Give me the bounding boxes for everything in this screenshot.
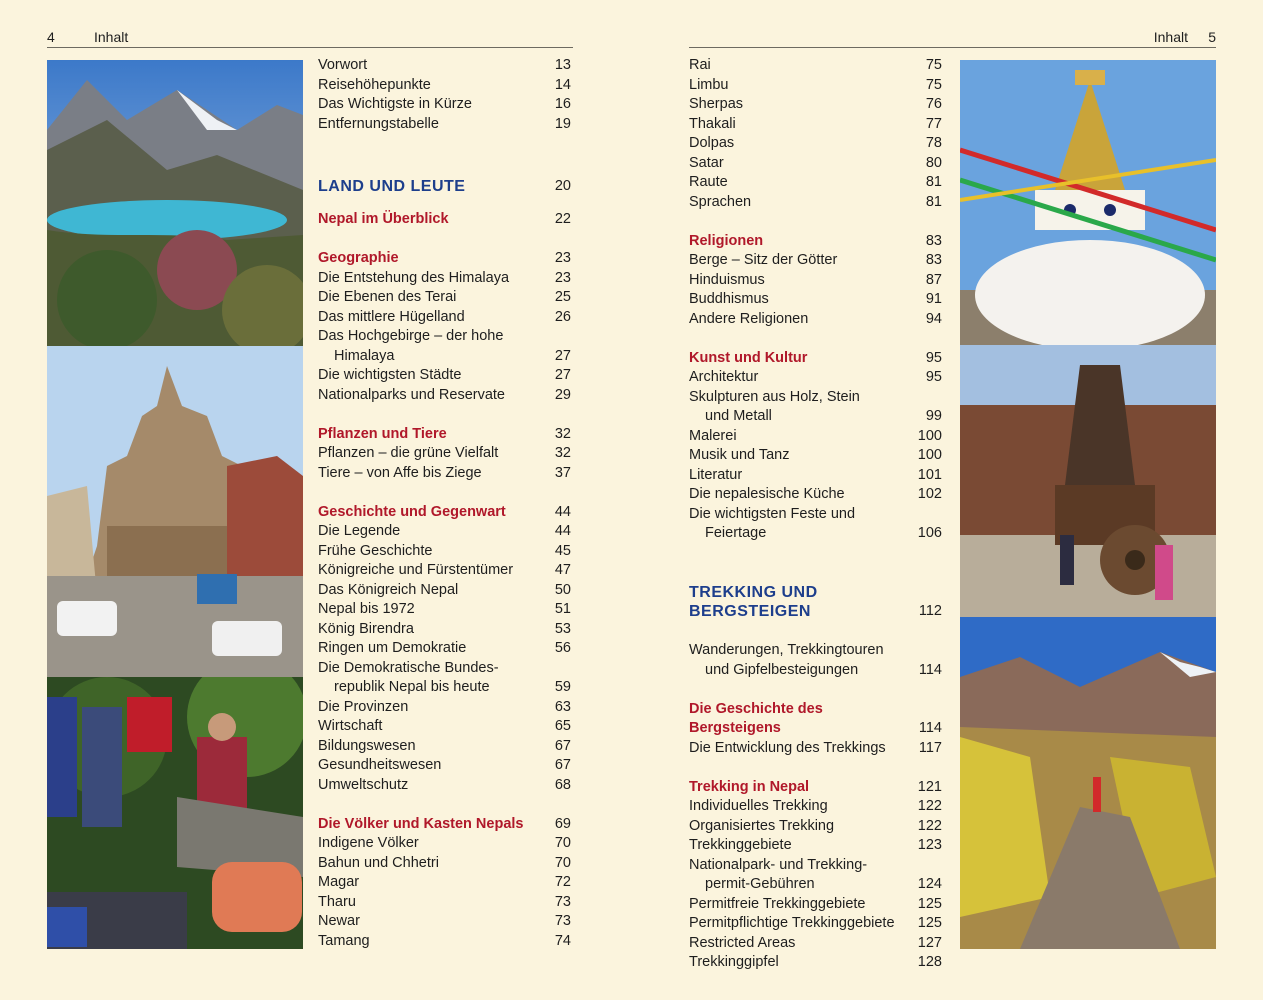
toc-entry-title: Sherpas	[689, 96, 744, 112]
toc-entry-page: 123	[917, 837, 942, 853]
toc-entry[interactable]	[689, 505, 942, 525]
toc-entry-page: 70	[554, 835, 571, 851]
toc-entry-page: 125	[917, 915, 942, 931]
toc-entry-title: Trekkinggebiete	[689, 837, 792, 853]
toc-entry-title: Individuelles Trekking	[689, 798, 828, 814]
left-page-header	[47, 29, 573, 47]
toc-entry-title: Nationalparks und Reservate	[318, 386, 505, 403]
toc-entry-title: Magar	[318, 874, 360, 890]
right-page-header	[689, 29, 1216, 47]
toc-entry[interactable]	[689, 115, 942, 135]
toc-section-heading[interactable]	[318, 249, 571, 269]
toc-part-title: TREKKING UND	[689, 583, 818, 601]
toc-entry[interactable]	[689, 368, 942, 388]
toc-entry-title: Musik und Tanz	[689, 447, 790, 463]
toc-entry[interactable]	[318, 308, 571, 328]
toc-entry-page: 117	[918, 739, 942, 756]
toc-entry[interactable]	[689, 895, 942, 915]
toc-part-heading[interactable]	[689, 583, 942, 603]
toc-section-heading[interactable]	[689, 700, 942, 739]
toc-entry[interactable]	[318, 581, 571, 601]
toc-entry[interactable]	[689, 739, 942, 759]
toc-entry-title: Das Hochgebirge – der hohe	[318, 328, 504, 344]
toc-entry[interactable]	[689, 914, 942, 934]
toc-entry[interactable]	[689, 641, 942, 661]
toc-entry[interactable]	[689, 953, 942, 973]
toc-entry-title: Vorwort	[318, 57, 368, 73]
toc-section-heading[interactable]	[318, 425, 571, 445]
toc-entry[interactable]	[318, 932, 571, 952]
right-toc	[689, 56, 942, 973]
toc-entry-page: 50	[554, 581, 571, 598]
toc-entry-page: 78	[925, 135, 942, 151]
toc-entry-title: Reisehöhepunkte	[318, 76, 431, 93]
toc-entry[interactable]	[689, 271, 942, 291]
toc-entry-page: 95	[925, 369, 942, 385]
toc-section-title: Kunst und Kultur	[689, 349, 808, 366]
toc-entry-title: Andere Religionen	[689, 310, 809, 327]
toc-entry-title: Pflanzen – die grüne Vielfalt	[318, 445, 499, 461]
toc-entry-page: 53	[554, 620, 571, 637]
photo-mountain-lake	[47, 60, 303, 346]
toc-entry-page: 67	[554, 757, 571, 773]
toc-entry-continuation[interactable]	[689, 875, 942, 895]
toc-entry-page: 76	[925, 96, 942, 112]
toc-entry[interactable]	[318, 522, 571, 542]
toc-entry[interactable]	[318, 717, 571, 737]
toc-entry[interactable]	[689, 56, 942, 76]
toc-entry-title: Die Ebenen des Terai	[318, 289, 457, 305]
left-page-title: Inhalt	[94, 29, 129, 45]
toc-entry[interactable]	[689, 251, 942, 271]
toc-entry-page: 44	[554, 503, 571, 520]
toc-entry-title: Permitfreie Trekkinggebiete	[689, 895, 866, 912]
left-page-number: 4	[47, 29, 55, 45]
toc-entry-page: 75	[925, 57, 942, 73]
toc-entry-title: Das Wichtigste in Kürze	[318, 96, 472, 112]
toc-entry[interactable]	[689, 290, 942, 310]
toc-entry-title: Trekkinggipfel	[689, 954, 779, 970]
toc-entry-title: Nepal bis 1972	[318, 601, 415, 617]
toc-entry-page: 20	[554, 177, 571, 194]
toc-part-title: LAND UND LEUTE	[318, 177, 466, 195]
toc-entry[interactable]	[318, 659, 571, 679]
toc-entry-title: König Birendra	[318, 620, 414, 637]
toc-entry-title: Die wichtigsten Feste und	[689, 505, 856, 522]
toc-entry-title: Die Legende	[318, 523, 401, 539]
toc-entry[interactable]	[318, 327, 571, 347]
left-toc	[318, 56, 571, 951]
toc-entry-title: Architektur	[689, 369, 759, 385]
toc-entry-page: 94	[925, 310, 942, 327]
toc-entry[interactable]	[318, 698, 571, 718]
toc-entry[interactable]	[689, 388, 942, 408]
toc-entry-title: Tharu	[318, 893, 356, 910]
toc-entry[interactable]	[689, 76, 942, 96]
toc-entry[interactable]	[318, 95, 571, 115]
photo-eroded-cliffs	[960, 617, 1216, 949]
toc-entry-page: 77	[925, 115, 942, 132]
toc-entry[interactable]	[689, 797, 942, 817]
photo-temple-square	[47, 346, 303, 677]
toc-entry-title: Das Königreich Nepal	[318, 581, 459, 598]
photo-village-woman	[47, 677, 303, 949]
toc-entry[interactable]	[689, 193, 942, 213]
toc-entry[interactable]	[318, 873, 571, 893]
toc-entry-page: 91	[925, 291, 942, 307]
toc-entry-page: 124	[917, 876, 942, 892]
toc-entry[interactable]	[689, 173, 942, 193]
toc-entry-title: Die Provinzen	[318, 698, 409, 715]
toc-entry-title: Buddhismus	[689, 291, 769, 307]
toc-entry-page: 25	[554, 289, 571, 305]
toc-entry-page: 99	[925, 408, 942, 424]
toc-entry-title: Königreiche und Fürstentümer	[318, 562, 514, 578]
toc-entry-title: Himalaya	[334, 347, 395, 364]
right-header-rule	[689, 47, 1216, 48]
toc-entry[interactable]	[318, 776, 571, 796]
toc-entry[interactable]	[689, 134, 942, 154]
toc-entry-title: Indigene Völker	[318, 835, 419, 851]
toc-entry[interactable]	[318, 366, 571, 386]
toc-section-heading[interactable]	[689, 232, 942, 252]
toc-entry-page: 14	[554, 76, 571, 93]
toc-entry-title: Sprachen	[689, 193, 752, 210]
toc-entry[interactable]	[689, 934, 942, 954]
toc-entry-page: 80	[925, 154, 942, 171]
toc-entry-page: 95	[925, 349, 942, 366]
toc-part-heading[interactable]	[689, 602, 942, 622]
toc-entry-page: 56	[554, 640, 571, 656]
toc-entry-title: Tiere – von Affe bis Ziege	[318, 464, 482, 481]
toc-entry-title: Das mittlere Hügelland	[318, 308, 465, 325]
toc-entry-title: Ringen um Demokratie	[318, 640, 467, 656]
toc-entry-title: Feiertage	[705, 525, 767, 541]
toc-entry[interactable]	[689, 836, 942, 856]
toc-entry[interactable]	[318, 386, 571, 406]
toc-entry-title: Bildungswesen	[318, 737, 416, 754]
toc-entry-page: 81	[925, 174, 942, 190]
toc-entry-title: Dolpas	[689, 135, 735, 151]
toc-entry[interactable]	[318, 56, 571, 76]
toc-section-title: Nepal im Überblick	[318, 211, 449, 227]
toc-entry-title: Raute	[689, 174, 728, 190]
toc-entry-page: 32	[554, 425, 571, 442]
right-page-title: Inhalt	[1153, 29, 1188, 45]
toc-entry-page: 83	[925, 252, 942, 268]
toc-entry-title: Gesundheitswesen	[318, 757, 442, 773]
toc-entry-page: 114	[918, 720, 942, 736]
toc-entry-page: 27	[554, 367, 571, 383]
toc-entry-page: 65	[554, 718, 571, 734]
toc-entry-title: Die Entwicklung des Trekkings	[689, 739, 886, 756]
toc-entry-title: Tamang	[318, 932, 370, 949]
toc-entry[interactable]	[689, 446, 942, 466]
toc-entry[interactable]	[318, 561, 571, 581]
toc-entry-title: Die nepalesische Küche	[689, 486, 845, 502]
toc-section-title: Die Völker und Kasten Nepals	[318, 815, 524, 832]
toc-entry-page: 75	[925, 76, 942, 93]
toc-entry-page: 100	[917, 427, 942, 444]
toc-entry-title: permit-Gebühren	[705, 876, 815, 892]
toc-entry-page: 101	[917, 466, 942, 483]
toc-section-title: Die Geschichte des Bergsteigens	[689, 700, 823, 736]
toc-entry-page: 122	[917, 798, 942, 814]
toc-entry[interactable]	[689, 427, 942, 447]
toc-entry-page: 70	[554, 854, 571, 871]
toc-entry-page: 45	[554, 542, 571, 559]
toc-entry-page: 112	[918, 603, 942, 619]
right-page-number: 5	[1208, 29, 1216, 45]
toc-entry[interactable]	[318, 912, 571, 932]
toc-entry-page: 27	[554, 347, 571, 364]
photo-chariot	[960, 345, 1216, 617]
toc-entry-page: 87	[925, 271, 942, 288]
toc-entry-title: Nationalpark- und Trekking-	[689, 856, 868, 873]
toc-entry-continuation[interactable]	[689, 661, 942, 681]
toc-entry[interactable]	[318, 756, 571, 776]
toc-part-title: BERGSTEIGEN	[689, 603, 811, 620]
toc-section-title: Trekking in Nepal	[689, 778, 810, 795]
toc-section-title: Geographie	[318, 250, 399, 266]
toc-entry[interactable]	[318, 115, 571, 135]
toc-entry[interactable]	[318, 288, 571, 308]
toc-entry-page: 29	[554, 386, 571, 403]
toc-entry-title: Die wichtigsten Städte	[318, 367, 462, 383]
toc-entry-title: Berge – Sitz der Götter	[689, 252, 838, 268]
toc-entry-title: Hinduismus	[689, 271, 765, 288]
toc-entry[interactable]	[318, 76, 571, 96]
toc-entry-title: Skulpturen aus Holz, Stein	[689, 388, 860, 405]
toc-entry-page: 47	[554, 562, 571, 578]
toc-entry[interactable]	[318, 639, 571, 659]
toc-entry-page: 37	[554, 464, 571, 481]
toc-entry-title: Rai	[689, 57, 711, 73]
toc-section-heading[interactable]	[689, 778, 942, 798]
toc-entry-page: 72	[554, 874, 571, 890]
toc-entry-page: 59	[554, 679, 571, 695]
toc-section-heading[interactable]	[318, 503, 571, 523]
toc-section-heading[interactable]	[689, 349, 942, 369]
toc-entry-page: 81	[925, 193, 942, 210]
toc-section-heading[interactable]	[318, 815, 571, 835]
toc-section-title: Pflanzen und Tiere	[318, 425, 447, 442]
toc-entry-page: 22	[554, 211, 571, 227]
toc-entry-title: Literatur	[689, 466, 743, 483]
toc-entry-page: 83	[925, 232, 942, 249]
toc-entry-page: 51	[554, 601, 571, 617]
toc-entry-title: Entfernungstabelle	[318, 115, 439, 132]
toc-entry[interactable]	[318, 444, 571, 464]
toc-entry-page: 67	[554, 737, 571, 754]
toc-entry[interactable]	[318, 854, 571, 874]
toc-entry-page: 122	[917, 817, 942, 834]
toc-entry-page: 69	[554, 815, 571, 832]
toc-entry[interactable]	[318, 464, 571, 484]
toc-entry-page: 32	[554, 445, 571, 461]
toc-entry-page: 128	[917, 954, 942, 970]
toc-entry[interactable]	[689, 856, 942, 876]
toc-entry-page: 121	[917, 778, 942, 795]
toc-entry-title: Malerei	[689, 427, 737, 444]
toc-entry-title: Frühe Geschichte	[318, 542, 433, 559]
toc-entry-continuation[interactable]	[318, 347, 571, 367]
toc-entry-title: Restricted Areas	[689, 934, 796, 951]
toc-entry-page: 114	[918, 661, 942, 678]
toc-entry-title: Wanderungen, Trekkingtouren	[689, 642, 884, 658]
toc-entry[interactable]	[318, 600, 571, 620]
toc-entry-page: 73	[554, 913, 571, 929]
toc-entry[interactable]	[318, 620, 571, 640]
toc-section-title: Religionen	[689, 232, 764, 249]
toc-section-heading[interactable]	[318, 210, 571, 230]
toc-entry[interactable]	[689, 466, 942, 486]
toc-entry[interactable]	[689, 310, 942, 330]
toc-entry-continuation[interactable]	[318, 678, 571, 698]
toc-entry-title: Bahun und Chhetri	[318, 854, 439, 871]
toc-entry-title: Organisiertes Trekking	[689, 817, 835, 834]
toc-entry[interactable]	[318, 737, 571, 757]
toc-entry-continuation[interactable]	[689, 524, 942, 544]
toc-entry-title: Umweltschutz	[318, 776, 409, 793]
toc-entry[interactable]	[318, 893, 571, 913]
toc-entry-page: 23	[554, 269, 571, 286]
toc-part-heading[interactable]	[318, 173, 571, 196]
toc-entry-page: 63	[554, 698, 571, 715]
toc-entry[interactable]	[318, 834, 571, 854]
toc-entry-title: und Gipfelbesteigungen	[705, 661, 859, 678]
toc-entry-title: Wirtschaft	[318, 718, 383, 734]
toc-section-title: Geschichte und Gegenwart	[318, 503, 506, 520]
toc-entry-page: 100	[917, 447, 942, 463]
toc-entry-title: Satar	[689, 154, 724, 171]
toc-entry-title: und Metall	[705, 408, 772, 424]
toc-entry-page: 73	[554, 893, 571, 910]
toc-entry-continuation[interactable]	[689, 407, 942, 427]
toc-entry-page: 74	[554, 932, 571, 949]
photo-stupa	[960, 60, 1216, 345]
toc-entry-title: Die Entstehung des Himalaya	[318, 269, 510, 286]
toc-entry-page: 19	[554, 115, 571, 132]
toc-entry-title: Permitpflichtige Trekkinggebiete	[689, 915, 895, 931]
toc-entry-page: 102	[917, 486, 942, 502]
toc-entry-page: 26	[554, 308, 571, 325]
toc-entry-page: 23	[554, 250, 571, 266]
toc-entry[interactable]	[689, 817, 942, 837]
toc-entry[interactable]	[318, 269, 571, 289]
toc-entry-title: Die Demokratische Bundes-	[318, 659, 499, 676]
toc-entry[interactable]	[689, 485, 942, 505]
toc-entry-page: 16	[554, 96, 571, 112]
toc-entry[interactable]	[689, 95, 942, 115]
toc-entry-page: 44	[554, 523, 571, 539]
toc-entry-page: 127	[917, 934, 942, 951]
toc-entry-page: 106	[917, 525, 942, 541]
toc-entry-title: Thakali	[689, 115, 736, 132]
left-header-rule	[47, 47, 573, 48]
toc-entry-title: republik Nepal bis heute	[334, 679, 490, 695]
toc-entry-page: 125	[917, 895, 942, 912]
toc-entry-title: Newar	[318, 913, 360, 929]
toc-entry-page: 68	[554, 776, 571, 793]
toc-entry-page: 13	[554, 57, 571, 73]
toc-entry[interactable]	[318, 542, 571, 562]
toc-entry-title: Limbu	[689, 76, 729, 93]
toc-entry[interactable]	[689, 154, 942, 174]
